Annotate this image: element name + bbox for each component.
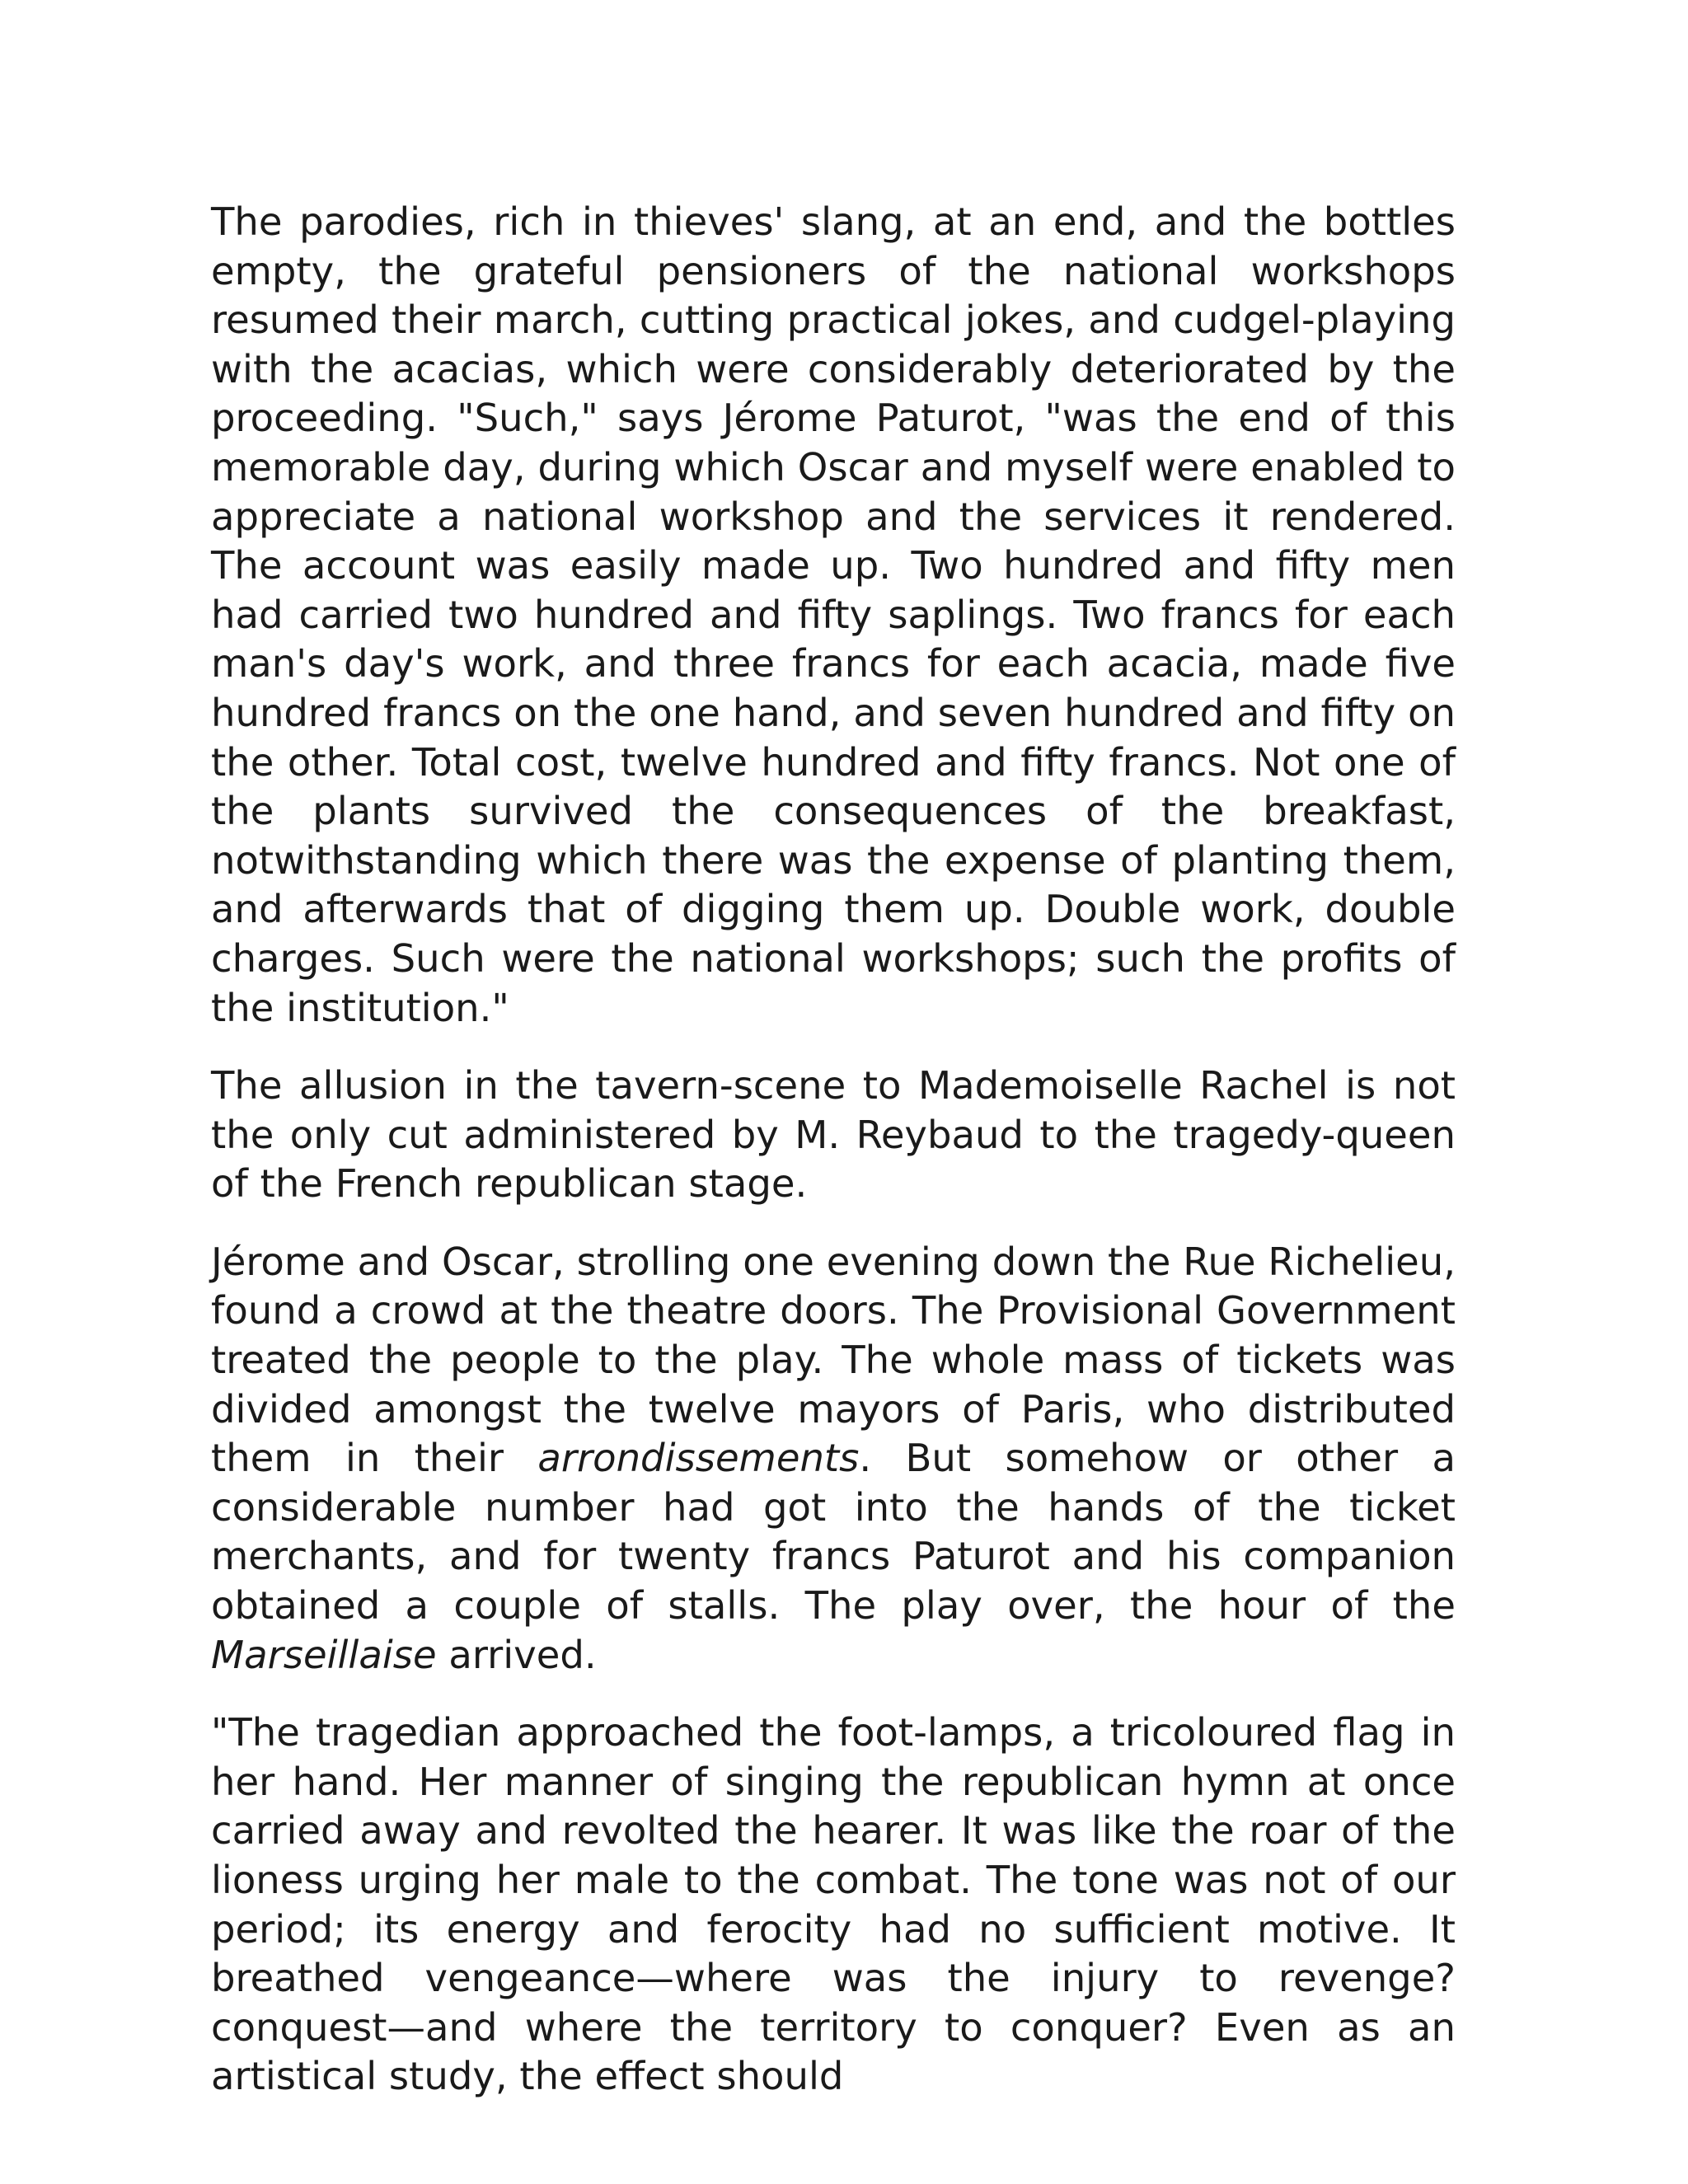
paragraph-4-text: "The tragedian approached the foot-lamps, a tricoloured flag in her hand. Her manner of singing the republican hymn at once carried away and revolted the hearer. It was like the roar of the lioness urging her male to the combat. The tone was not of our period; its energy and ferocity had no sufficient motive. It breathed vengeance—where was the injury to revenge? conquest—and where the territory to conquer? Even as an artistical study, the effect should (211, 1710, 1456, 2099)
paragraph-3-text-a: Jérome and Oscar, strolling one evening down the Rue Richelieu, found a crowd at the theatre doors. The Provisional Government treated the people to the play. The whole mass of tickets was divided amongst the twelve mayors of Paris, who distributed them in their (211, 1239, 1456, 1481)
paragraph-2-text: The allusion in the tavern-scene to Mademoiselle Rachel is not the only cut administered by M. Reybaud to the tragedy-queen of the French republican stage. (211, 1063, 1456, 1207)
paragraph-3 (211, 1238, 1456, 1680)
paragraph-1 (211, 198, 1456, 1033)
paragraph-3-text-b: . But somehow or other a considerable number had got into the hands of the ticket merchants, and for twenty francs Paturot and his companion obtained a couple of stalls. The play over, the hour of the (211, 1436, 1456, 1629)
italic-arrondissements: arrondissements (537, 1436, 860, 1481)
document-page (211, 198, 1456, 2130)
paragraph-3-text-c: arrived. (436, 1632, 597, 1677)
italic-marseillaise: Marseillaise (211, 1632, 437, 1677)
paragraph-1-text: The parodies, rich in thieves' slang, at an end, and the bottles empty, the grateful pensioners of the national workshops resumed their march, cutting practical jokes, and cudgel-playing with the acacias, which were considerably deteriorated by the proceeding. "Such," says Jérome Paturot, "was the end of this memorable day, during which Oscar and myself were enabled to appreciate a national workshop and the services it rendered. The account was easily made up. Two hundred and fifty men had carried two hundred and fifty saplings. Two francs for each man's day's work, and three francs for each acacia, made five hundred francs on the one hand, and seven hundred and fifty on the other. Total cost, twelve hundred and fifty francs. Not one of the plants survived the consequences of the breakfast, notwithstanding which there was the expense of planting them, and afterwards that of digging them up. Double work, double charges. Such were the national workshops; such the profits of the institution." (211, 199, 1456, 1030)
paragraph-2 (211, 1062, 1456, 1209)
paragraph-4 (211, 1708, 1456, 2102)
